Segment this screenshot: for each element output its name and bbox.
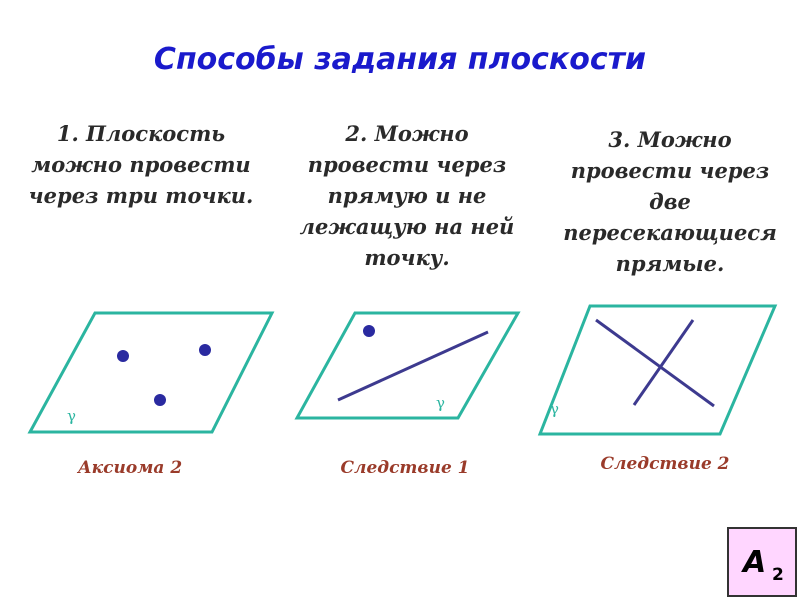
plane-3-label: γ [550, 400, 559, 418]
plane-1-label: γ [67, 407, 76, 425]
footer-corollary-1: Следствие 1 [340, 458, 470, 478]
plane-2-parallelogram [297, 313, 518, 418]
plane-2-label: γ [436, 394, 445, 412]
footer-axiom-2: Аксиома 2 [77, 458, 183, 478]
plane-3-line-1 [596, 320, 714, 406]
method-1-caption: 1. Плоскость можно провести через три точки. [28, 121, 254, 208]
method-2-caption: 2. Можно провести через прямую и не лежащую на ней точку. [299, 121, 515, 270]
footer-corollary-2: Следствие 2 [600, 454, 730, 474]
axiom-badge[interactable] [727, 527, 797, 597]
plane-2 [297, 313, 518, 418]
plane-3-line-2 [634, 320, 693, 405]
method-3-caption: 3. Можно провести через две пересекающиеся прямые. [563, 127, 777, 276]
plane-3 [540, 306, 775, 434]
plane-2-line [338, 332, 488, 400]
badge-subscript: 2 [772, 565, 784, 585]
plane-1 [30, 313, 272, 432]
plane-2-point [363, 325, 375, 337]
badge-letter: А [743, 545, 767, 580]
plane-1-point-b [199, 344, 211, 356]
plane-1-point-a [117, 350, 129, 362]
plane-1-point-c [154, 394, 166, 406]
slide-title: Способы задания плоскости [153, 42, 647, 77]
